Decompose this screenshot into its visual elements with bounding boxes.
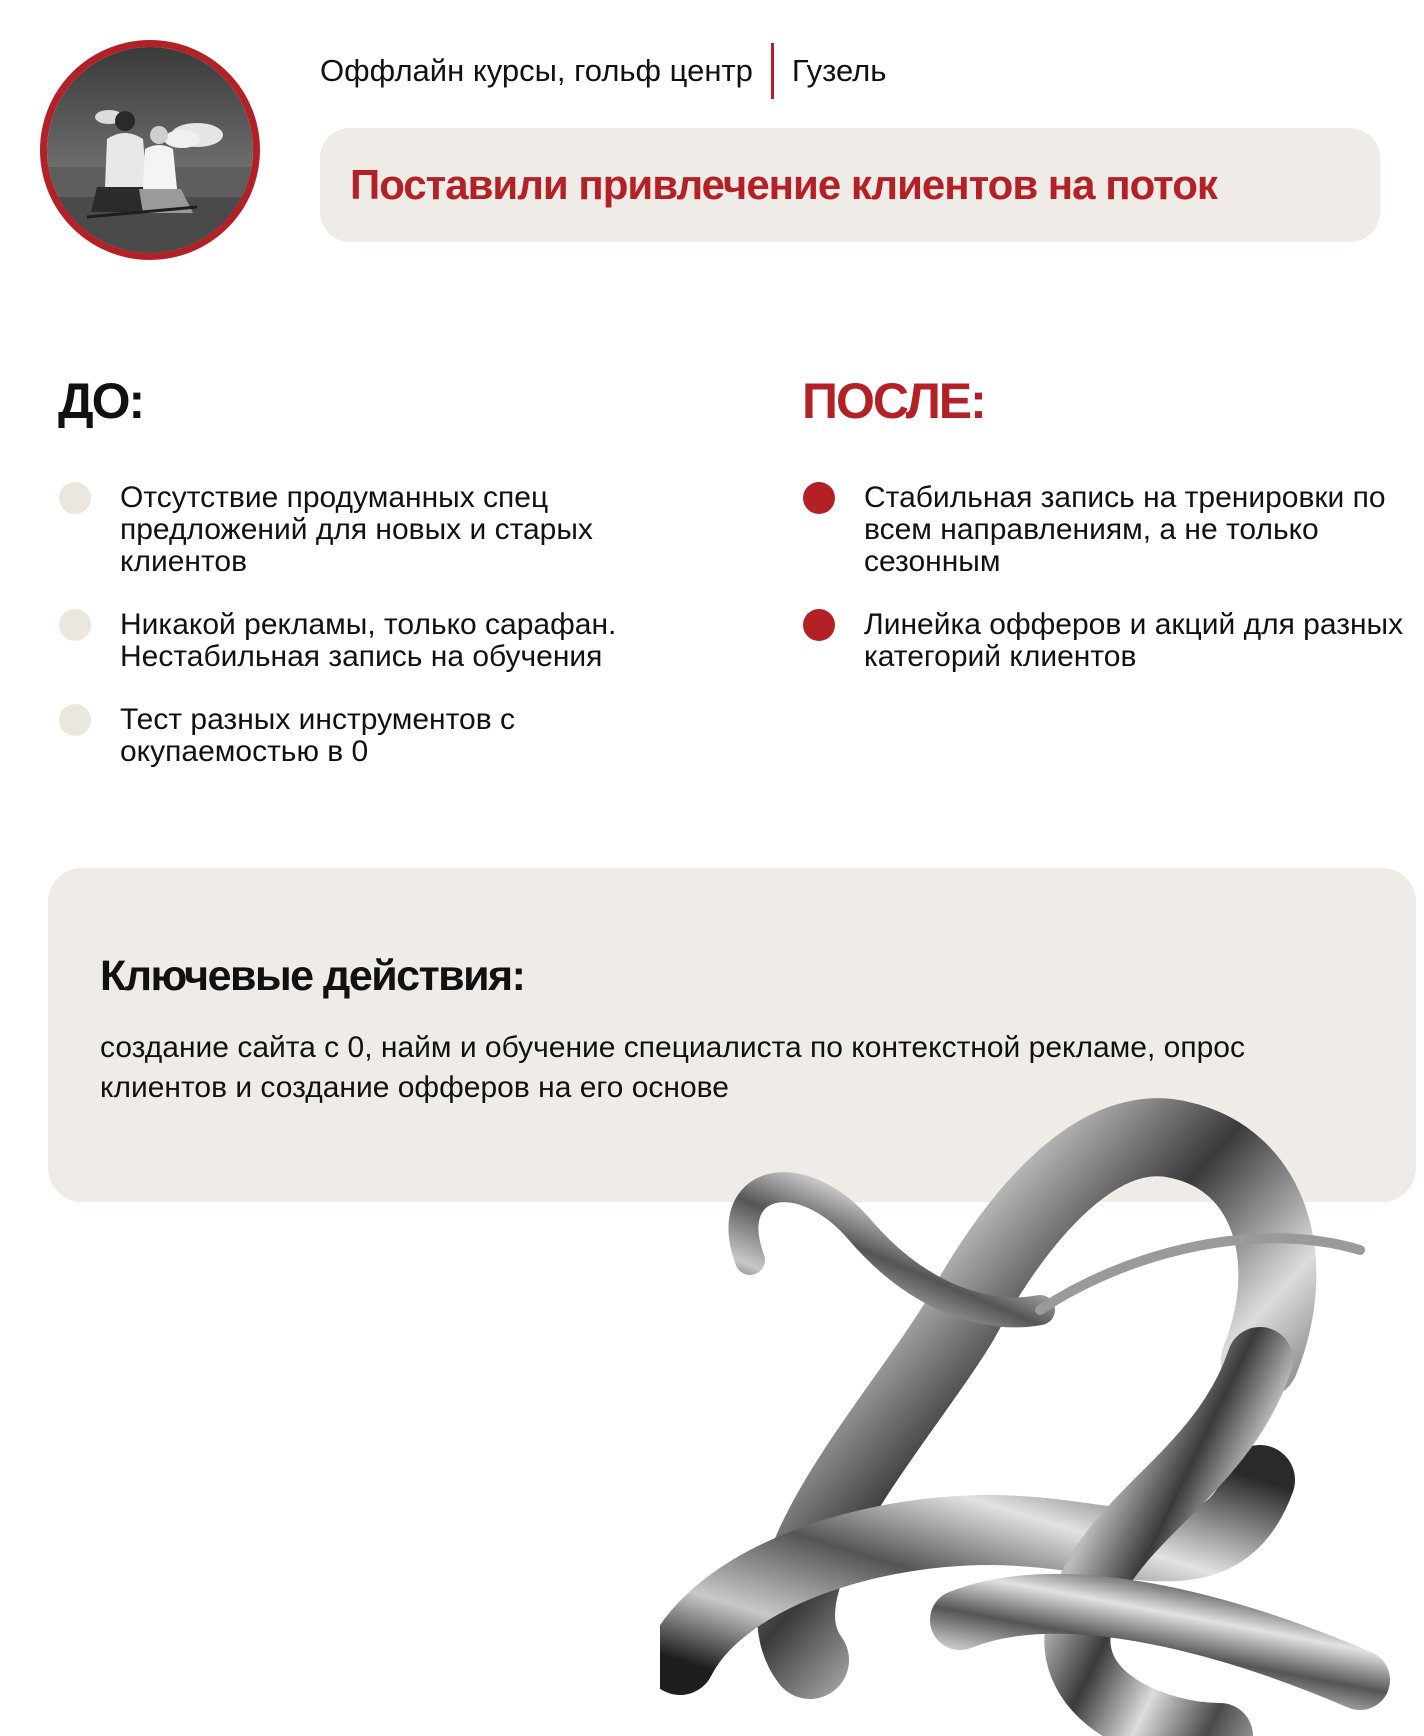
client-header (320, 48, 886, 94)
list-item (802, 482, 1424, 578)
list-item (802, 609, 1424, 673)
after-title: ПОСЛЕ: (802, 373, 985, 429)
chrome-sculpture-decoration (660, 1060, 1424, 1736)
client-photo (40, 40, 260, 260)
bullet-dot (59, 482, 91, 514)
before-title: ДО: (58, 373, 144, 429)
list-item-text: Никакой рекламы, только сарафан. Нестабильная запись на обучения (120, 608, 617, 673)
key-actions-title: Ключевые действия: (100, 952, 525, 1000)
list-item-text: Отсутствие продуманных спец предложений для новых и старых клиентов (120, 481, 593, 578)
bullet-dot (803, 609, 835, 641)
list-item (58, 609, 698, 673)
headline-panel (320, 128, 1380, 242)
list-item-text: Стабильная запись на тренировки по всем направлениям, а не только сезонным (864, 481, 1386, 578)
client-name: Гузель (791, 53, 887, 88)
bullet-dot (803, 482, 835, 514)
before-list (58, 482, 698, 799)
header-divider (771, 43, 774, 99)
key-actions-text: создание сайта с 0, найм и обучение специалиста по контекстной рекламе, опрос клиентов и создание офферов на его основе (100, 1031, 1245, 1104)
headline: Поставили привлечение клиентов на поток (350, 161, 1217, 208)
client-category: Оффлайн курсы, гольф центр (320, 53, 753, 88)
list-item-text: Линейка офферов и акций для разных категорий клиентов (864, 608, 1404, 673)
after-list (802, 482, 1424, 704)
list-item-text: Тест разных инструментов с окупаемостью в 0 (120, 703, 515, 768)
bullet-dot (59, 704, 91, 736)
bullet-dot (59, 609, 91, 641)
list-item (58, 482, 698, 578)
client-photo-image (47, 47, 253, 253)
list-item (58, 704, 698, 768)
